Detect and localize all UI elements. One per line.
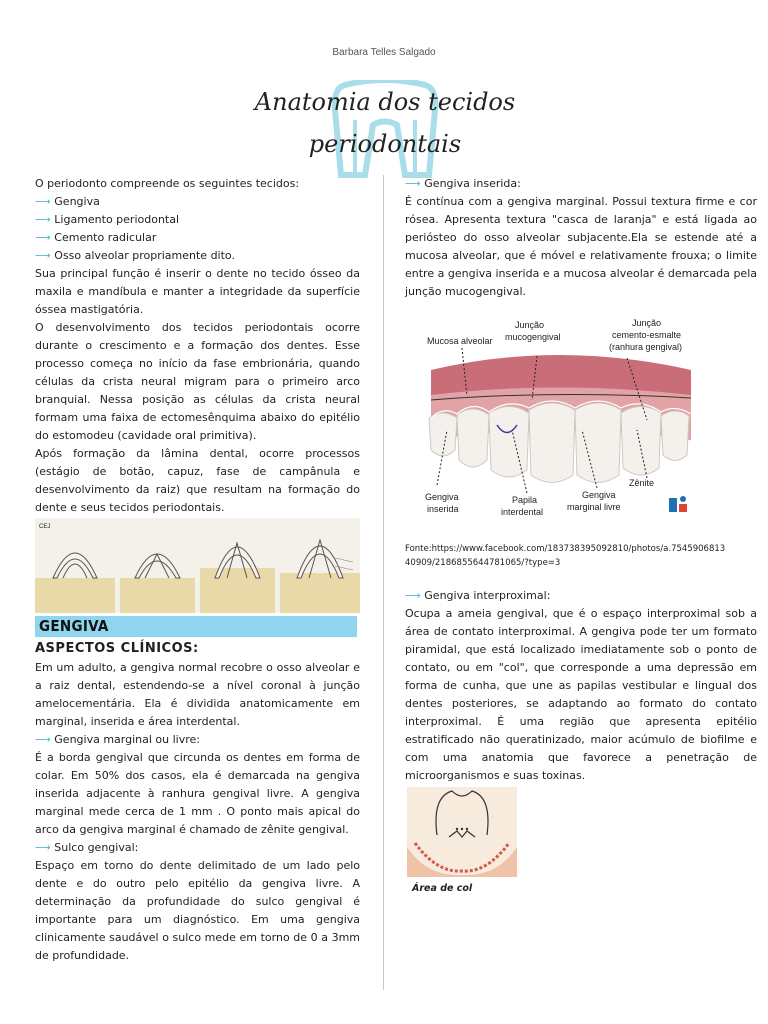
label-juncao-ce-2: cemento-esmalte xyxy=(612,330,682,340)
interproximal-paragraph: Ocupa a ameia gengival, que é o espaço interproximal sob a área de contato interproximal. A gengiva pode ter um formato piramidal, que está localizado imediatamente sob o ponto de contato, ou em "col", que corresponde a uma depressão em forma de cunha, que une as papilas vestibular e lingual dos dentes posteriores, se adaptando ao formato do contato interproximal. É uma região que apresenta epitélio estratificado não queratinizado, maior acúmulo de biofilme e com uma anatomia que favorece a penetração de microorganismos e suas toxinas. xyxy=(405,607,757,782)
label-papila-2: interdental xyxy=(501,507,544,517)
label-inserida-1: Gengiva xyxy=(425,492,459,502)
marginal-paragraph: É a borda gengival que circunda os dentes em forma de colar. Em 50% dos casos, ela é demarcada na gengiva inserida adjacente à ranhura gengival livre. A gengiva marginal mede cerca de 1 mm . O ponto mais apical do arco da gengiva marginal é chamado de zênite gengival. xyxy=(35,751,360,836)
gingiva-anatomy-figure xyxy=(407,300,711,525)
section-title: GENGIVA xyxy=(39,617,109,635)
arrow-right-icon: ⟶ xyxy=(35,249,51,262)
image-source: Fonte:https://www.facebook.com/183738395092810/photos/a.7545906813 40909/2186855644781065/?type=3 xyxy=(405,544,726,568)
adult-paragraph: Em um adulto, a gengiva normal recobre o osso alveolar e a raiz dental, estendendo-se a nível coronal à junção amelocementária. Ela é dividida anatomicamente em marginal, inserida e área interdental. xyxy=(35,661,360,728)
label-zenite: Zênite xyxy=(629,478,655,488)
tissue-list-item: ⟶ Gengiva xyxy=(35,195,100,208)
arrow-right-icon: ⟶ xyxy=(35,733,51,746)
label-juncao-ce-3: (ranhura gengival) xyxy=(609,342,683,352)
label-inserida-2: inserida xyxy=(427,504,459,514)
document-title xyxy=(250,80,520,180)
function-paragraph: Sua principal função é inserir o dente no tecido ósseo da maxila e mandíbula e manter a integridade da superfície óssea mastigatória. xyxy=(35,267,360,316)
tissue-list-item: ⟶ Ligamento periodontal xyxy=(35,213,180,226)
section-title-bar xyxy=(35,616,357,637)
tooth-development-figure xyxy=(35,518,360,613)
intro-text: O periodonto compreende os seguintes tecidos: xyxy=(35,177,300,190)
subsection-title: ASPECTOS CLÍNICOS: xyxy=(35,641,199,656)
title-line-1: Anatomia dos tecidos xyxy=(254,88,516,116)
development-paragraph: O desenvolvimento dos tecidos periodontais ocorre durante o crescimento e a formação dos dentes. Esse processo começa no início da fase embrionária, quando células da crista neural migram para o primeiro arco branquial. Nessa posição as células da crista neural formam uma faixa de ectomesênquima abaixo do epitélio do estomodeu (cavidade oral primitiva). xyxy=(35,321,360,442)
label-marginal-2: marginal livre xyxy=(567,502,621,512)
title-line-2: periodontais xyxy=(308,130,462,158)
column-divider xyxy=(383,175,384,990)
stages-paragraph: Após formação da lâmina dental, ocorre processos (estágio de botão, capuz, fase de campânula e desenvolvimento da raiz) que resultam na formação do dente e seus tecidos periodontais. xyxy=(35,447,360,514)
right-column-upper xyxy=(405,175,757,301)
label-papila-1: Papila xyxy=(512,495,538,505)
label-juncao-muco-2: mucogengival xyxy=(505,332,561,342)
sulco-paragraph: Espaço em torno do dente delimitado de um lado pelo dente e do outro pelo epitélio da gengiva livre. A determinação da profundidade do sulco gengival é importante para um diagnóstico. Em uma gengiva clinicamente saudável o sulco mede em torno de 0 a 3mm de profundidade. xyxy=(35,859,360,962)
figure3-caption: Área de col xyxy=(412,883,473,894)
arrow-right-icon: ⟶ xyxy=(405,177,421,190)
left-column-lower xyxy=(35,659,360,965)
label-marginal-1: Gengiva xyxy=(582,490,616,500)
arrow-right-icon: ⟶ xyxy=(35,195,51,208)
inserida-paragraph: É contínua com a gengiva marginal. Possui textura firme e cor rósea. Apresenta textura "casca de laranja" e está ligada ao periósteo do osso alveolar subjacente.Ela se estende até a mucosa alveolar, que é móvel e relativamente frouxa; o limite entre a gengiva inserida e a mucosa alveolar é demarcada pela junção mucogengival. xyxy=(405,195,757,298)
arrow-right-icon: ⟶ xyxy=(35,841,51,854)
inserida-heading: ⟶ Gengiva inserida: xyxy=(405,177,521,190)
tissue-list-item: ⟶ Cemento radicular xyxy=(35,231,157,244)
label-juncao-muco-1: Junção xyxy=(515,320,545,330)
figure1-cej-label: CEJ xyxy=(39,524,51,530)
marginal-heading: ⟶ Gengiva marginal ou livre: xyxy=(35,733,200,746)
arrow-right-icon: ⟶ xyxy=(405,589,421,602)
sulco-heading: ⟶ Sulco gengival: xyxy=(35,841,139,854)
col-area-figure xyxy=(407,787,517,877)
left-column-upper xyxy=(35,175,360,517)
author-name: Barbara Telles Salgado xyxy=(332,47,436,58)
tissue-list-item: ⟶ Osso alveolar propriamente dito. xyxy=(35,249,235,262)
arrow-right-icon: ⟶ xyxy=(35,213,51,226)
interproximal-heading: ⟶ Gengiva interproximal: xyxy=(405,589,551,602)
label-mucosa: Mucosa alveolar xyxy=(427,336,493,346)
label-juncao-ce-1: Junção xyxy=(632,318,662,328)
right-column-lower xyxy=(405,587,757,785)
arrow-right-icon: ⟶ xyxy=(35,231,51,244)
